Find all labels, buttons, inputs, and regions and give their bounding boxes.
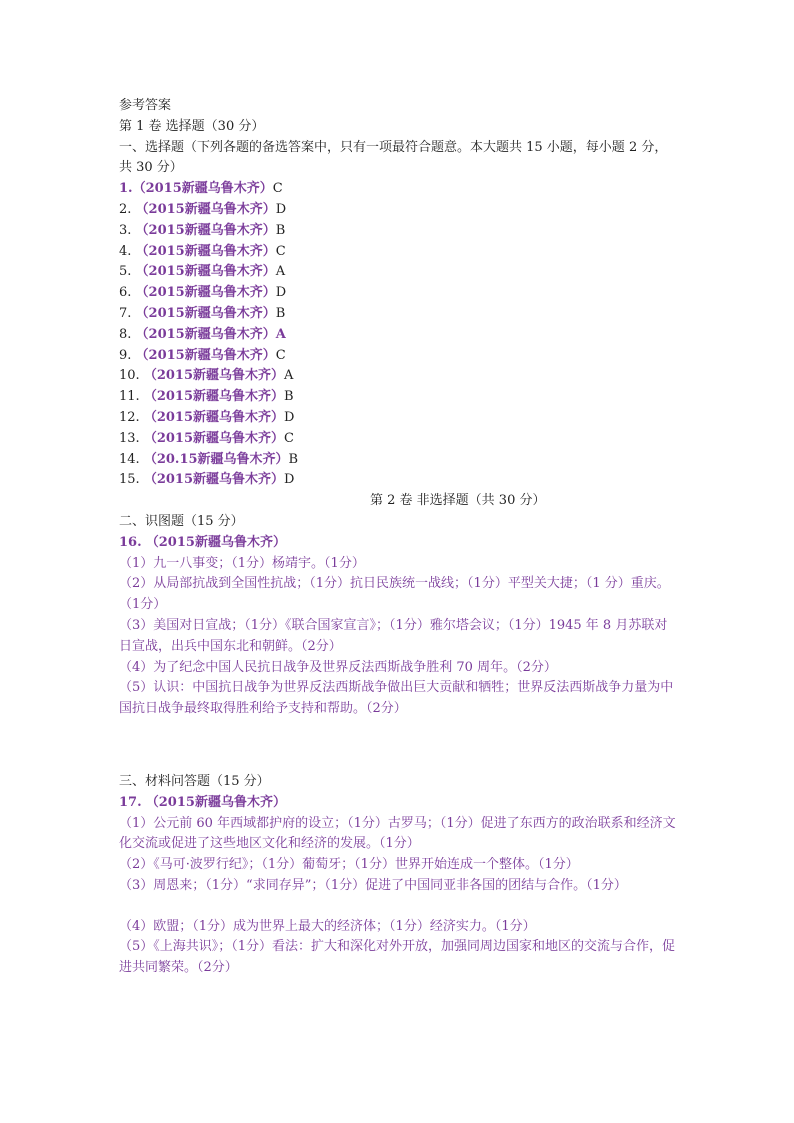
q16-header: 16. （2015新疆乌鲁木齐）	[119, 534, 286, 550]
list-item: 9. （2015新疆乌鲁木齐）C	[119, 347, 286, 363]
q16-answer-2: （2）从局部抗战到全国性抗战；（1分）抗日民族统一战线；（1分）平型关大捷；（1 分）重庆。（1分）	[119, 576, 670, 613]
list-item: 13. （2015新疆乌鲁木齐）C	[119, 430, 294, 446]
list-item: 14. （20.15新疆乌鲁木齐）B	[119, 451, 299, 467]
q17-answer-2: （2）《马可·波罗行纪》；（1分）葡萄牙；（1分）世界开始连成一个整体。（1分）	[119, 857, 579, 873]
spacer	[119, 720, 679, 772]
q16-answer-3: （3）美国对日宣战；（1分）《联合国家宣言》；（1分）雅尔塔会议；（1分）1945 年 8 月苏联对日宣战，出兵中国东北和朝鲜。（2分）	[119, 617, 668, 654]
list-item: 8. （2015新疆乌鲁木齐）A	[119, 326, 286, 342]
list-item: 4. （2015新疆乌鲁木齐）C	[119, 243, 286, 259]
part2-heading: 第 2 卷 非选择题（共 30 分）	[370, 493, 546, 509]
section1-heading: 一、选择题（下列各题的备选答案中，只有一项最符合题意。本大题共 15 小题，每小题 2 分，共 30 分）	[119, 139, 668, 176]
section3-heading: 三、材料问答题（15 分）	[119, 773, 270, 789]
q17-answer-4: （4）欧盟；（1分）成为世界上最大的经济体；（1分）经济实力。（1分）	[119, 918, 536, 934]
list-item: 10. （2015新疆乌鲁木齐）A	[119, 368, 294, 384]
list-item: 11. （2015新疆乌鲁木齐）B	[119, 389, 294, 405]
choice-answer-list	[119, 179, 679, 491]
section2-heading: 二、识图题（15 分）	[119, 513, 244, 529]
q16-answer-5: （5）认识：中国抗日战争为世界反法西斯战争做出巨大贡献和牺牲；世界反法西斯战争力量为中国抗日战争最终取得胜利给予支持和帮助。（2分）	[119, 680, 674, 717]
list-item: 2. （2015新疆乌鲁木齐）D	[119, 201, 287, 217]
q17-answer-5: （5）《上海共识》；（1分）看法：扩大和深化对外开放，加强同周边国家和地区的交流与合作，促进共同繁荣。（2分）	[119, 939, 676, 976]
list-item: 7. （2015新疆乌鲁木齐）B	[119, 305, 286, 321]
list-item: 1.（2015新疆乌鲁木齐）C	[119, 181, 283, 197]
list-item: 3. （2015新疆乌鲁木齐）B	[119, 222, 286, 238]
q16-answer-4: （4）为了纪念中国人民抗日战争及世界反法西斯战争胜利 70 周年。（2分）	[119, 659, 557, 675]
part1-heading: 第 1 卷 选择题（30 分）	[119, 118, 265, 134]
q16-answer-1: （1）九一八事变；（1分）杨靖宇。（1分）	[119, 555, 365, 571]
answer-document	[119, 96, 679, 979]
q17-answer-3: （3）周恩来；（1分）“求同存异”；（1分）促进了中国同亚非各国的团结与合作。（1分）	[119, 877, 627, 893]
spacer	[119, 897, 679, 917]
q16-answers	[119, 554, 679, 720]
list-item: 5. （2015新疆乌鲁木齐）A	[119, 264, 286, 280]
q17-answers	[119, 814, 679, 980]
list-item: 6. （2015新疆乌鲁木齐）D	[119, 285, 287, 301]
q17-header: 17. （2015新疆乌鲁木齐）	[119, 794, 286, 810]
doc-title: 参考答案	[119, 98, 172, 113]
list-item: 15. （2015新疆乌鲁木齐）D	[119, 472, 295, 488]
q17-answer-1: （1）公元前 60 年西域都护府的设立；（1分）古罗马；（1分）促进了东西方的政治联系和经济文化交流或促进了这些地区文化和经济的发展。（1分）	[119, 815, 676, 852]
list-item: 12. （2015新疆乌鲁木齐）D	[119, 409, 295, 425]
